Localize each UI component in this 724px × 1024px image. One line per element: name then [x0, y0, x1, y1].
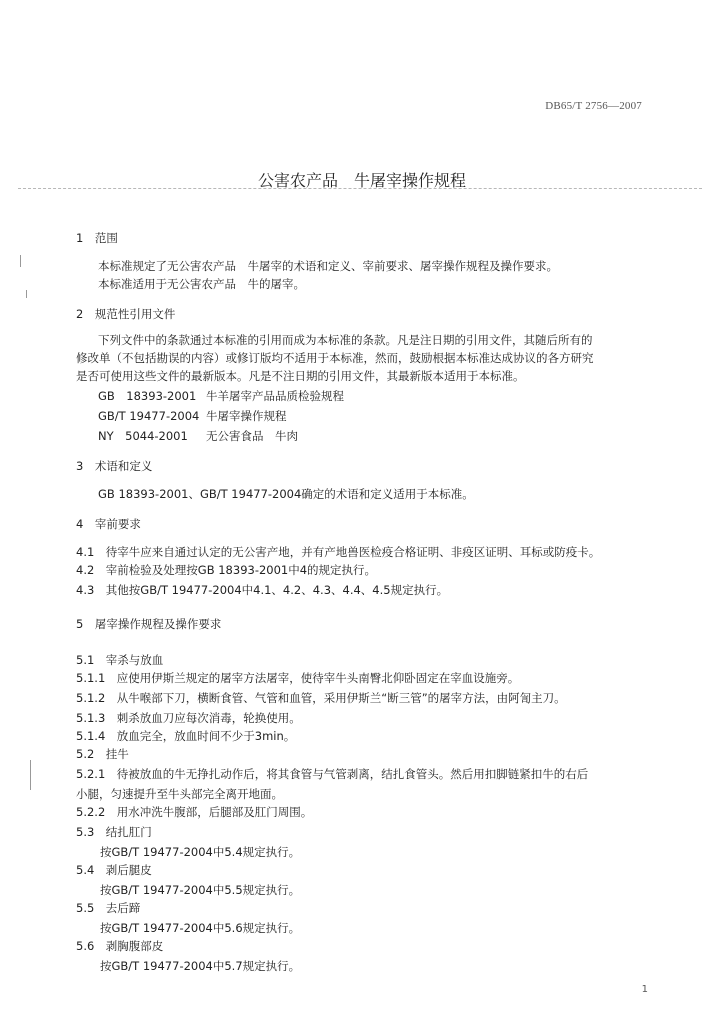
- section-1-para-2: 本标准适用于无公害农产品 牛的屠宰。: [98, 277, 305, 291]
- clause-5-3-text: 按GB/T 19477-2004中5.4规定执行。: [100, 845, 301, 859]
- clause-5-1-2: 5.1.2 从牛喉部下刀，横断食管、气管和血管，采用伊斯兰“断三管”的屠宰方法，由阿訇主刀。: [76, 691, 566, 705]
- clause-4-2: 4.2 宰前检验及处理按GB 18393-2001中4的规定执行。: [76, 563, 377, 577]
- scan-mark: [26, 290, 27, 298]
- reference-code: GB 18393-2001: [98, 389, 197, 403]
- clause-4-3: 4.3 其他按GB/T 19477-2004中4.1、4.2、4.3、4.4、4.5规定执行。: [76, 583, 449, 597]
- clause-5-1-4: 5.1.4 放血完全，放血时间不少于3min。: [76, 729, 296, 743]
- clause-5-2-1-line-2: 小腿，匀速提升至牛头部完全离开地面。: [76, 787, 283, 801]
- clause-5-6-text: 按GB/T 19477-2004中5.7规定执行。: [100, 959, 301, 973]
- clause-5-4-text: 按GB/T 19477-2004中5.5规定执行。: [100, 883, 301, 897]
- clause-5-2-1-line-1: 5.2.1 待被放血的牛无挣扎动作后，将其食管与气管剥离，结扎食管头。然后用扣脚链紧扣牛的右后: [76, 767, 589, 781]
- section-2-para-line-2: 修改单（不包括勘误的内容）或修订版均不适用于本标准，然而，鼓励根据本标准达成协议的各方研究: [76, 351, 594, 365]
- reference-code: NY 5044-2001: [98, 429, 188, 443]
- clause-5-4: 5.4 剥后腿皮: [76, 863, 152, 877]
- scan-mark: [30, 760, 31, 790]
- clause-5-1-1: 5.1.1 应使用伊斯兰规定的屠宰方法屠宰，使待宰牛头南臀北仰卧固定在宰血设施旁。: [76, 671, 520, 685]
- reference-item: [98, 388, 344, 404]
- section-3-para: GB 18393-2001、GB/T 19477-2004确定的术语和定义适用于本标准。: [98, 487, 474, 501]
- reference-item: [98, 408, 287, 424]
- clause-5-5: 5.5 去后蹄: [76, 901, 141, 915]
- reference-code: GB/T 19477-2004: [98, 409, 200, 423]
- section-4-heading: 4 宰前要求: [76, 517, 141, 531]
- clause-4-1: 4.1 待宰牛应来自通过认定的无公害产地，并有产地兽医检疫合格证明、非疫区证明、耳标或防疫卡。: [76, 545, 601, 559]
- reference-name: 无公害食品 牛肉: [206, 429, 298, 443]
- section-1-para-1: 本标准规定了无公害农产品 牛屠宰的术语和定义、宰前要求、屠宰操作规程及操作要求。: [98, 259, 558, 273]
- clause-5-2: 5.2 挂牛: [76, 747, 129, 761]
- clause-5-2-2: 5.2.2 用水冲洗牛腹部，后腿部及肛门周围。: [76, 805, 313, 819]
- section-5-heading: 5 屠宰操作规程及操作要求: [76, 617, 222, 631]
- title-rule: [18, 188, 702, 189]
- page-number: 1: [641, 984, 648, 995]
- clause-5-1: 5.1 宰杀与放血: [76, 653, 164, 667]
- scan-mark: [20, 255, 21, 267]
- reference-name: 牛屠宰操作规程: [206, 409, 287, 423]
- reference-name: 牛羊屠宰产品品质检验规程: [206, 389, 344, 403]
- clause-5-5-text: 按GB/T 19477-2004中5.6规定执行。: [100, 921, 301, 935]
- section-2-para-line-1: 下列文件中的条款通过本标准的引用而成为本标准的条款。凡是注日期的引用文件，其随后所有的: [98, 333, 593, 347]
- clause-5-6: 5.6 剥胸腹部皮: [76, 939, 164, 953]
- reference-item: [98, 428, 298, 444]
- clause-5-1-3: 5.1.3 刺杀放血刀应每次消毒，轮换使用。: [76, 711, 301, 725]
- document-code: DB65/T 2756—2007: [545, 100, 642, 112]
- section-1-heading: 1 范围: [76, 231, 118, 245]
- section-2-heading: 2 规范性引用文件: [76, 307, 176, 321]
- section-2-para-line-3: 是否可使用这些文件的最新版本。凡是不注日期的引用文件，其最新版本适用于本标准。: [76, 369, 525, 383]
- clause-5-3: 5.3 结扎肛门: [76, 825, 152, 839]
- section-3-heading: 3 术语和定义: [76, 459, 153, 473]
- document-title: 公害农产品 牛屠宰操作规程: [257, 171, 466, 190]
